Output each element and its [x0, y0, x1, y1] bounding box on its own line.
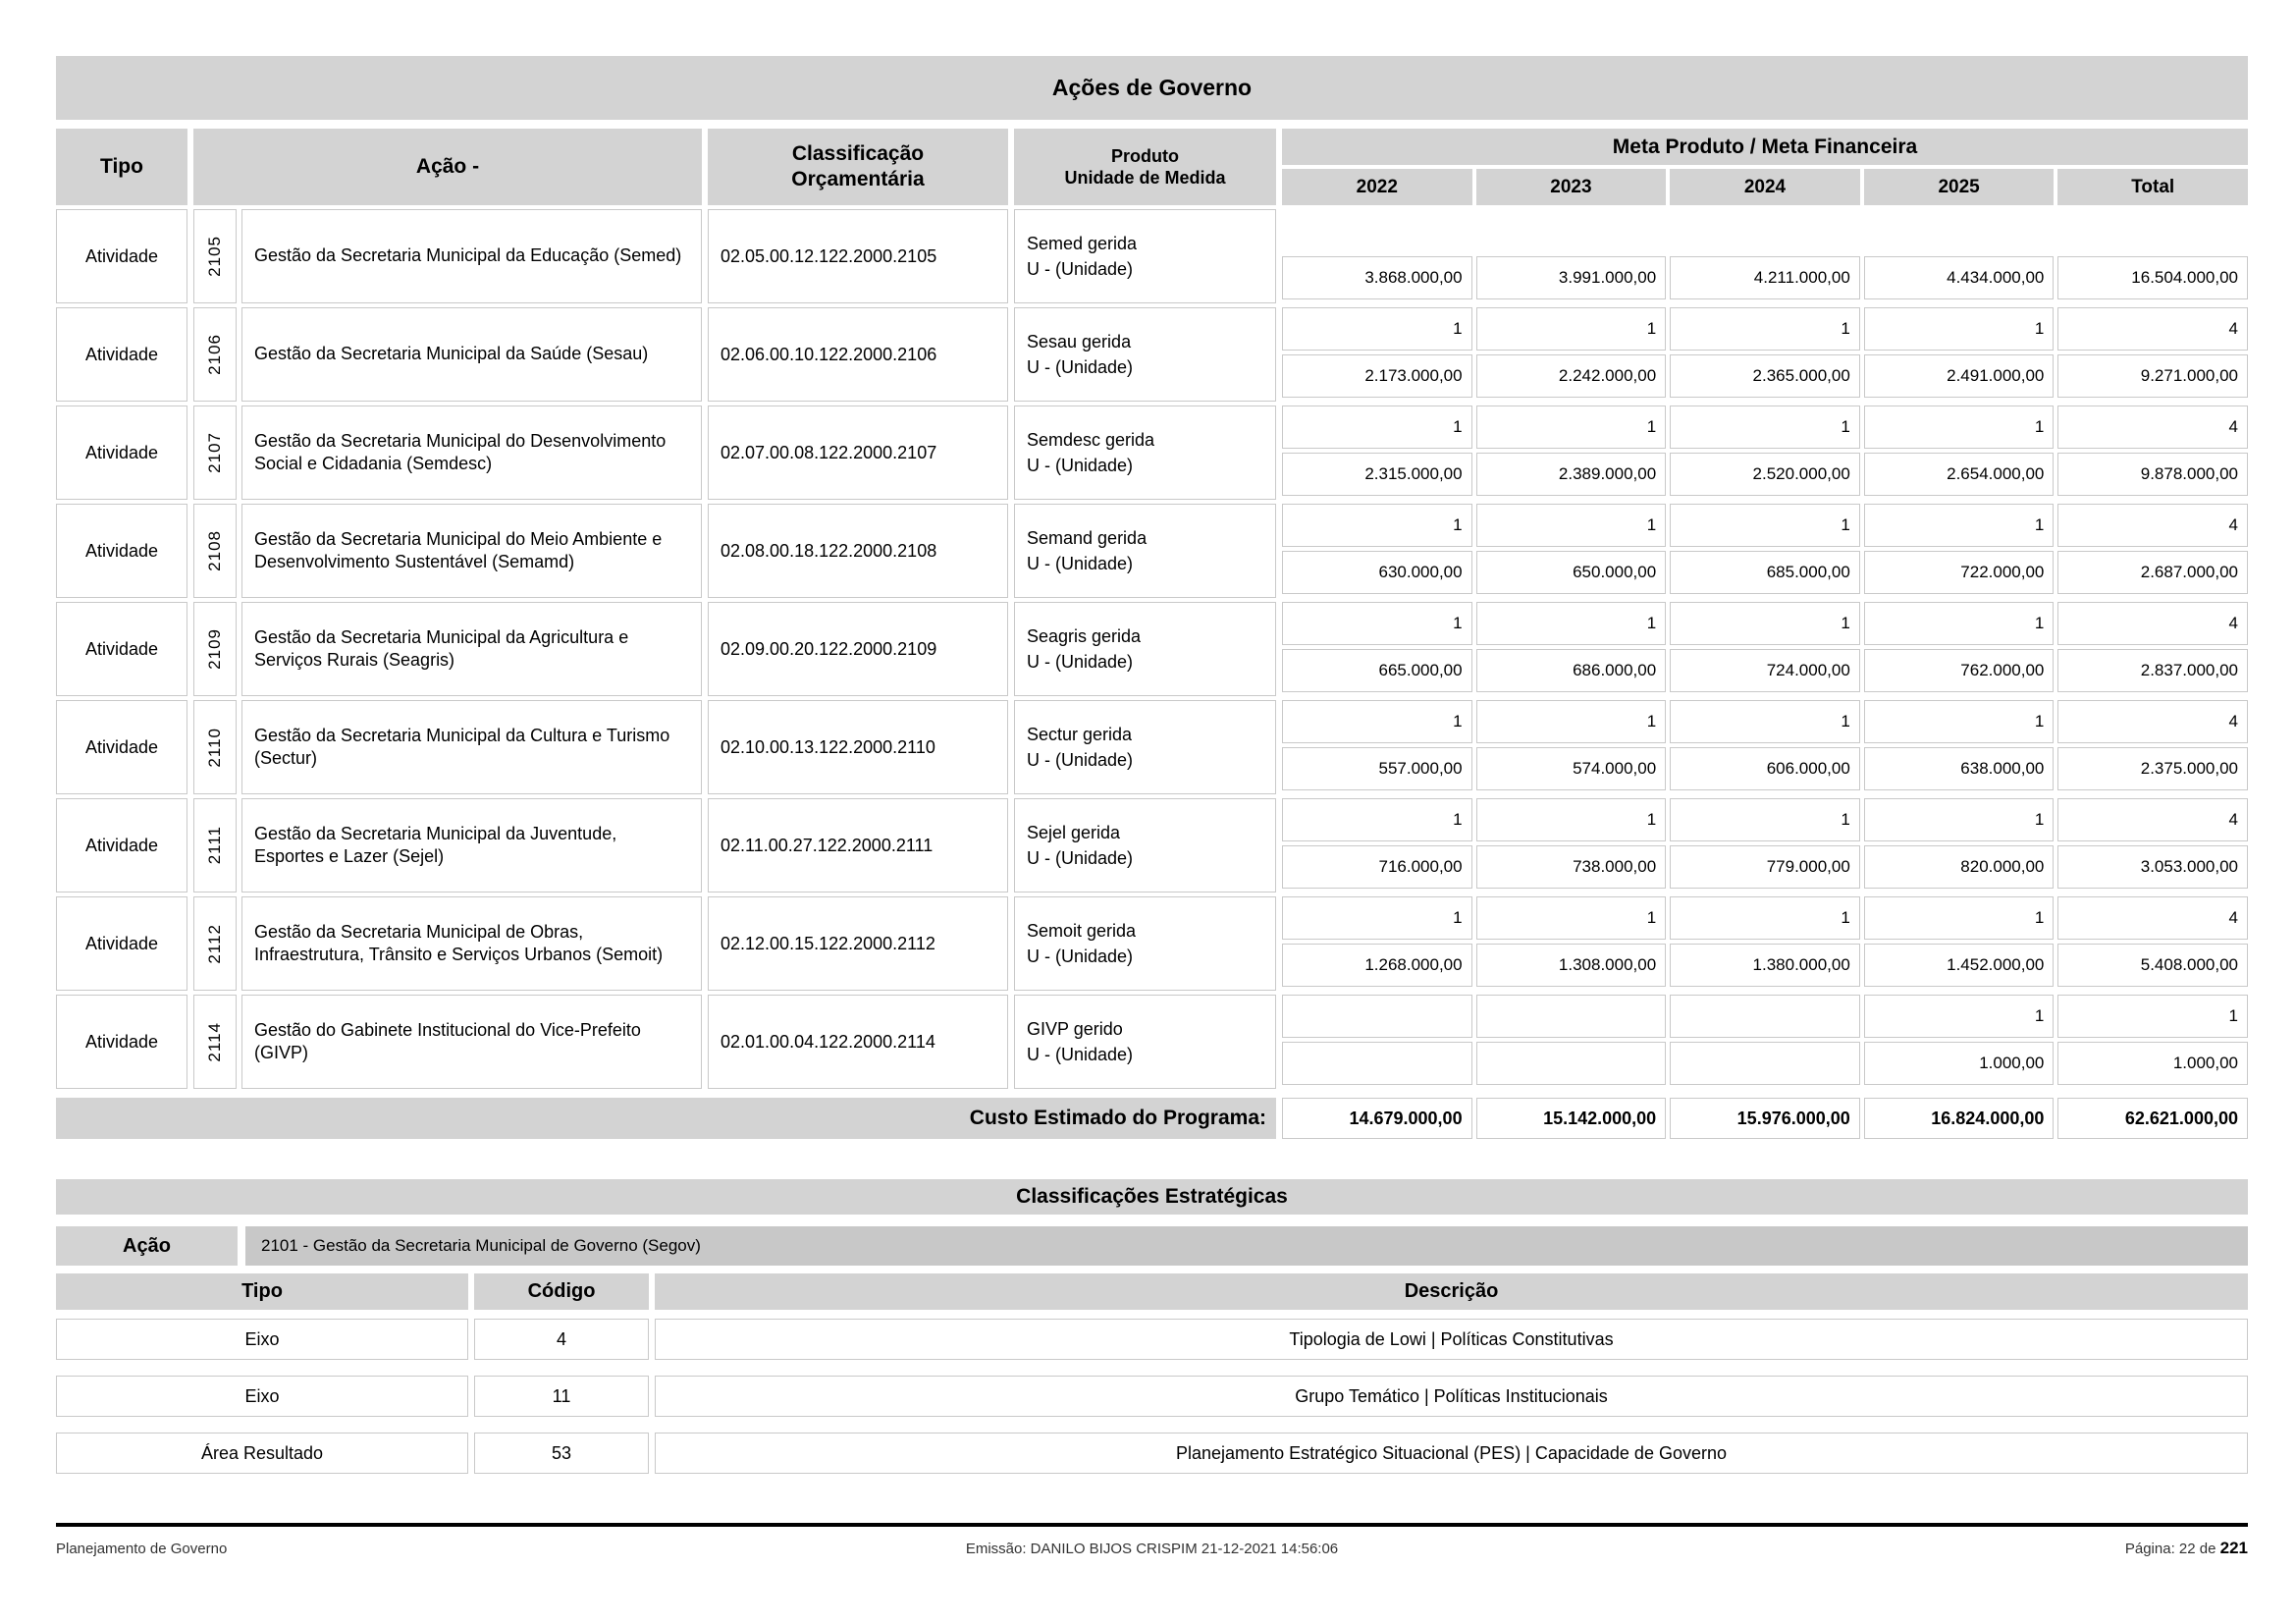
classificacao-codigo: 11	[474, 1376, 649, 1417]
row-acao-descricao: Gestão da Secretaria Municipal da Juventude, Esportes e Lazer (Sejel)	[241, 798, 702, 893]
meta-financeira-cell: 1.452.000,00	[1864, 944, 2055, 987]
row-unidade-medida: U - (Unidade)	[1027, 848, 1134, 868]
row-classificacao: 02.01.00.04.122.2000.2114	[708, 995, 1008, 1089]
actions-table-header	[56, 129, 2248, 205]
meta-produto-cell: 1	[1864, 602, 2055, 645]
meta-produto-cell: 1	[1670, 798, 1860, 841]
meta-produto-cell: 1	[1670, 602, 1860, 645]
row-unidade-medida: U - (Unidade)	[1027, 259, 1134, 279]
meta-financeira-cell: 4.434.000,00	[1864, 256, 2055, 299]
meta-produto-cell: 1	[1476, 307, 1667, 351]
row-produto	[1014, 406, 1276, 500]
meta-produto-cell: 1	[1282, 406, 1472, 449]
custo-estimado-cell: 16.824.000,00	[1864, 1098, 2055, 1139]
meta-produto-row	[1282, 896, 2248, 940]
meta-produto-cell: 1	[1670, 700, 1860, 743]
action-row	[56, 700, 2248, 794]
meta-produto-cell: 1	[1864, 896, 2055, 940]
meta-produto-cell: 1	[1864, 504, 2055, 547]
meta-produto-cell: 4	[2057, 307, 2248, 351]
col-header-year: 2024	[1670, 169, 1860, 205]
actions-table-body	[56, 209, 2248, 1089]
meta-financeira-cell: 1.000,00	[1864, 1042, 2055, 1085]
classificacao-descricao: Grupo Temático | Políticas Institucionais	[655, 1376, 2248, 1417]
row-codigo: 2108	[205, 530, 224, 571]
custo-estimado-cell: 62.621.000,00	[2057, 1098, 2248, 1139]
meta-financeira-cell: 9.271.000,00	[2057, 354, 2248, 398]
meta-financeira-cell: 3.053.000,00	[2057, 845, 2248, 889]
action-row	[56, 896, 2248, 991]
row-codigo-cell	[193, 504, 237, 598]
section-title-classificacoes-estrategicas: Classificações Estratégicas	[56, 1179, 2248, 1215]
col-header-year: Total	[2057, 169, 2248, 205]
row-acao-descricao: Gestão da Secretaria Municipal da Educação (Semed)	[241, 209, 702, 303]
row-codigo-cell	[193, 406, 237, 500]
row-codigo-cell	[193, 602, 237, 696]
row-produto-nome: Sejel gerida	[1027, 822, 1121, 842]
row-unidade-medida: U - (Unidade)	[1027, 357, 1134, 377]
meta-produto-row	[1282, 995, 2248, 1038]
col-header-classificacao-line2: Orçamentária	[791, 168, 925, 190]
meta-produto-cell: 1	[1476, 798, 1667, 841]
meta-financeira-cell: 2.520.000,00	[1670, 453, 1860, 496]
row-produto-nome: Semdesc gerida	[1027, 429, 1155, 450]
meta-financeira-cell: 722.000,00	[1864, 551, 2055, 594]
row-produto-nome: Sesau gerida	[1027, 331, 1132, 352]
meta-produto-cell: 1	[1282, 798, 1472, 841]
row-acao-group	[193, 700, 702, 794]
meta-financeira-cell: 1.268.000,00	[1282, 944, 1472, 987]
row-meta-group	[1282, 995, 2248, 1089]
row-acao-group	[193, 896, 702, 991]
meta-produto-cell: 4	[2057, 602, 2248, 645]
meta-financeira-cell: 5.408.000,00	[2057, 944, 2248, 987]
page-footer	[56, 1539, 2248, 1558]
meta-financeira-cell: 1.308.000,00	[1476, 944, 1667, 987]
row-acao-group	[193, 798, 702, 893]
classificacao-tipo: Eixo	[56, 1319, 468, 1360]
col-header-meta: Meta Produto / Meta Financeira	[1282, 129, 2248, 165]
row-codigo-cell	[193, 896, 237, 991]
row-produto-nome: Semoit gerida	[1027, 920, 1137, 941]
classificacoes-acao-row	[56, 1226, 2248, 1266]
meta-financeira-cell	[1282, 1042, 1472, 1085]
row-codigo: 2105	[205, 236, 224, 277]
meta-produto-cell	[1670, 209, 1860, 252]
meta-financeira-cell: 2.491.000,00	[1864, 354, 2055, 398]
meta-produto-row	[1282, 504, 2248, 547]
row-codigo: 2110	[205, 727, 224, 768]
col-header-codigo: Código	[474, 1273, 649, 1310]
row-meta-group	[1282, 307, 2248, 402]
action-row	[56, 798, 2248, 893]
row-produto	[1014, 504, 1276, 598]
row-codigo: 2107	[205, 432, 224, 473]
footer-emission-info: Emissão: DANILO BIJOS CRISPIM 21-12-2021 14:56:06	[965, 1541, 1339, 1557]
action-row	[56, 504, 2248, 598]
row-codigo-cell	[193, 209, 237, 303]
row-produto-nome: GIVP gerido	[1027, 1018, 1123, 1039]
meta-produto-row	[1282, 406, 2248, 449]
row-tipo: Atividade	[56, 995, 187, 1089]
meta-produto-cell: 1	[1476, 602, 1667, 645]
meta-financeira-cell: 716.000,00	[1282, 845, 1472, 889]
custo-estimado-cell: 15.976.000,00	[1670, 1098, 1860, 1139]
meta-produto-row	[1282, 307, 2248, 351]
meta-produto-row	[1282, 209, 2248, 252]
meta-financeira-cell	[1670, 1042, 1860, 1085]
meta-produto-cell: 1	[1282, 602, 1472, 645]
row-produto-nome: Seagris gerida	[1027, 625, 1142, 646]
row-meta-group	[1282, 504, 2248, 598]
meta-financeira-cell: 9.878.000,00	[2057, 453, 2248, 496]
custo-estimado-row	[56, 1098, 2248, 1139]
row-meta-group	[1282, 406, 2248, 500]
row-classificacao: 02.10.00.13.122.2000.2110	[708, 700, 1008, 794]
meta-financeira-cell: 2.837.000,00	[2057, 649, 2248, 692]
meta-produto-cell	[1864, 209, 2055, 252]
meta-produto-row	[1282, 798, 2248, 841]
action-row	[56, 602, 2248, 696]
action-row	[56, 209, 2248, 303]
row-acao-descricao: Gestão da Secretaria Municipal de Obras, Infraestrutura, Trânsito e Serviços Urbanos (Semoit)	[241, 896, 702, 991]
row-meta-group	[1282, 896, 2248, 991]
classificacao-codigo: 53	[474, 1433, 649, 1474]
footer-page-total: 221	[2219, 1539, 2248, 1557]
row-produto	[1014, 209, 1276, 303]
meta-financeira-cell: 650.000,00	[1476, 551, 1667, 594]
meta-financeira-cell: 630.000,00	[1282, 551, 1472, 594]
report-page	[56, 56, 2248, 1489]
meta-financeira-cell: 2.389.000,00	[1476, 453, 1667, 496]
row-acao-group	[193, 406, 702, 500]
row-codigo: 2111	[205, 826, 224, 865]
meta-produto-cell: 1	[1282, 700, 1472, 743]
row-meta-group	[1282, 700, 2248, 794]
row-tipo: Atividade	[56, 602, 187, 696]
meta-financeira-cell: 2.375.000,00	[2057, 747, 2248, 790]
classificacao-tipo: Área Resultado	[56, 1433, 468, 1474]
row-meta-group	[1282, 209, 2248, 303]
row-acao-descricao: Gestão da Secretaria Municipal do Desenvolvimento Social e Cidadania (Semdesc)	[241, 406, 702, 500]
meta-financeira-cell: 2.242.000,00	[1476, 354, 1667, 398]
meta-produto-row	[1282, 602, 2248, 645]
row-classificacao: 02.12.00.15.122.2000.2112	[708, 896, 1008, 991]
meta-financeira-cell: 606.000,00	[1670, 747, 1860, 790]
meta-financeira-cell: 2.173.000,00	[1282, 354, 1472, 398]
row-unidade-medida: U - (Unidade)	[1027, 456, 1134, 475]
col-header-tipo2: Tipo	[56, 1273, 468, 1310]
row-acao-group	[193, 995, 702, 1089]
row-tipo: Atividade	[56, 406, 187, 500]
row-unidade-medida: U - (Unidade)	[1027, 1045, 1134, 1064]
row-codigo: 2112	[205, 923, 224, 964]
meta-financeira-row	[1282, 649, 2248, 692]
classificacoes-acao-label: Ação	[56, 1226, 238, 1266]
row-unidade-medida: U - (Unidade)	[1027, 947, 1134, 966]
classificacao-descricao: Tipologia de Lowi | Políticas Constitutivas	[655, 1319, 2248, 1360]
meta-financeira-cell: 16.504.000,00	[2057, 256, 2248, 299]
row-acao-descricao: Gestão da Secretaria Municipal da Saúde (Sesau)	[241, 307, 702, 402]
action-row	[56, 406, 2248, 500]
col-header-descricao: Descrição	[655, 1273, 2248, 1310]
meta-financeira-cell: 724.000,00	[1670, 649, 1860, 692]
row-acao-descricao: Gestão da Secretaria Municipal da Agricultura e Serviços Rurais (Seagris)	[241, 602, 702, 696]
meta-produto-cell: 1	[1282, 307, 1472, 351]
row-meta-group	[1282, 602, 2248, 696]
row-acao-descricao: Gestão da Secretaria Municipal da Cultura e Turismo (Sectur)	[241, 700, 702, 794]
row-unidade-medida: U - (Unidade)	[1027, 554, 1134, 573]
meta-produto-cell: 1	[1670, 307, 1860, 351]
col-header-classificacao	[708, 129, 1008, 205]
row-tipo: Atividade	[56, 209, 187, 303]
footer-divider	[56, 1523, 2248, 1527]
meta-financeira-row	[1282, 551, 2248, 594]
meta-financeira-row	[1282, 256, 2248, 299]
custo-estimado-values	[1282, 1098, 2248, 1139]
row-codigo: 2114	[205, 1021, 224, 1062]
meta-financeira-cell: 3.868.000,00	[1282, 256, 1472, 299]
col-header-classificacao-line1: Classificação	[791, 141, 925, 165]
meta-produto-cell	[1476, 995, 1667, 1038]
meta-financeira-cell: 557.000,00	[1282, 747, 1472, 790]
row-classificacao: 02.08.00.18.122.2000.2108	[708, 504, 1008, 598]
meta-financeira-cell: 2.687.000,00	[2057, 551, 2248, 594]
custo-estimado-label: Custo Estimado do Programa:	[56, 1098, 1276, 1139]
meta-produto-cell: 4	[2057, 504, 2248, 547]
row-tipo: Atividade	[56, 307, 187, 402]
row-acao-group	[193, 209, 702, 303]
section-title-acoes-de-governo	[56, 56, 2248, 120]
col-header-year: 2025	[1864, 169, 2055, 205]
meta-produto-cell: 1	[1864, 406, 2055, 449]
row-classificacao: 02.06.00.10.122.2000.2106	[708, 307, 1008, 402]
meta-produto-cell: 1	[1670, 896, 1860, 940]
col-header-produto-line2: Unidade de Medida	[1064, 168, 1226, 188]
row-acao-group	[193, 307, 702, 402]
classificacoes-table-body	[56, 1319, 2248, 1474]
meta-produto-cell: 4	[2057, 700, 2248, 743]
meta-produto-cell: 1	[1476, 896, 1667, 940]
row-acao-descricao: Gestão do Gabinete Institucional do Vice-Prefeito (GIVP)	[241, 995, 702, 1089]
classificacao-tipo: Eixo	[56, 1376, 468, 1417]
meta-produto-cell: 1	[1282, 896, 1472, 940]
row-classificacao: 02.07.00.08.122.2000.2107	[708, 406, 1008, 500]
col-header-produto-line1: Produto	[1111, 145, 1179, 166]
action-row	[56, 995, 2248, 1089]
meta-produto-cell	[1282, 209, 1472, 252]
row-classificacao: 02.05.00.12.122.2000.2105	[708, 209, 1008, 303]
meta-produto-cell	[2057, 209, 2248, 252]
meta-financeira-row	[1282, 354, 2248, 398]
classificacao-descricao: Planejamento Estratégico Situacional (PES) | Capacidade de Governo	[655, 1433, 2248, 1474]
meta-financeira-cell: 3.991.000,00	[1476, 256, 1667, 299]
meta-produto-cell	[1670, 995, 1860, 1038]
row-produto	[1014, 896, 1276, 991]
row-tipo: Atividade	[56, 798, 187, 893]
footer-page-indicator	[2125, 1539, 2248, 1558]
meta-financeira-cell: 574.000,00	[1476, 747, 1667, 790]
row-produto	[1014, 995, 1276, 1089]
row-codigo-cell	[193, 798, 237, 893]
action-row	[56, 307, 2248, 402]
classificacoes-table-header	[56, 1273, 2248, 1310]
meta-produto-cell	[1282, 995, 1472, 1038]
row-classificacao: 02.11.00.27.122.2000.2111	[708, 798, 1008, 893]
year-header-row	[1282, 169, 2248, 205]
col-header-tipo: Tipo	[56, 129, 187, 205]
meta-financeira-row	[1282, 1042, 2248, 1085]
meta-financeira-cell: 1.000,00	[2057, 1042, 2248, 1085]
col-header-acao: Ação -	[193, 129, 702, 205]
meta-financeira-cell: 665.000,00	[1282, 649, 1472, 692]
row-acao-group	[193, 602, 702, 696]
row-unidade-medida: U - (Unidade)	[1027, 750, 1134, 770]
meta-produto-cell: 1	[1282, 504, 1472, 547]
meta-produto-cell	[1476, 209, 1667, 252]
row-produto-nome: Semed gerida	[1027, 233, 1138, 253]
meta-financeira-cell: 686.000,00	[1476, 649, 1667, 692]
meta-financeira-cell: 4.211.000,00	[1670, 256, 1860, 299]
row-produto-nome: Sectur gerida	[1027, 724, 1133, 744]
footer-page-prefix: Página: 22 de	[2124, 1541, 2220, 1557]
row-tipo: Atividade	[56, 700, 187, 794]
meta-produto-cell: 1	[1670, 504, 1860, 547]
meta-produto-cell: 1	[1864, 798, 2055, 841]
row-produto	[1014, 307, 1276, 402]
meta-financeira-cell: 820.000,00	[1864, 845, 2055, 889]
page-title: Ações de Governo	[1051, 75, 1253, 100]
row-acao-group	[193, 504, 702, 598]
meta-produto-cell: 1	[1670, 406, 1860, 449]
meta-financeira-cell: 2.365.000,00	[1670, 354, 1860, 398]
meta-produto-cell: 1	[2057, 995, 2248, 1038]
classificacao-row	[56, 1376, 2248, 1417]
custo-estimado-cell: 14.679.000,00	[1282, 1098, 1472, 1139]
meta-produto-cell: 1	[1864, 700, 2055, 743]
classificacao-row	[56, 1319, 2248, 1360]
row-codigo-cell	[193, 307, 237, 402]
row-classificacao: 02.09.00.20.122.2000.2109	[708, 602, 1008, 696]
row-produto	[1014, 700, 1276, 794]
classificacoes-acao-value: 2101 - Gestão da Secretaria Municipal de Governo (Segov)	[245, 1226, 2248, 1266]
meta-financeira-cell	[1476, 1042, 1667, 1085]
meta-financeira-cell: 779.000,00	[1670, 845, 1860, 889]
row-codigo: 2106	[205, 334, 224, 375]
meta-produto-cell: 4	[2057, 896, 2248, 940]
row-produto-nome: Semand gerida	[1027, 527, 1148, 548]
custo-estimado-cell: 15.142.000,00	[1476, 1098, 1667, 1139]
meta-produto-row	[1282, 700, 2248, 743]
col-header-meta-group	[1282, 129, 2248, 205]
meta-financeira-cell: 1.380.000,00	[1670, 944, 1860, 987]
row-codigo-cell	[193, 995, 237, 1089]
row-acao-descricao: Gestão da Secretaria Municipal do Meio Ambiente e Desenvolvimento Sustentável (Semamd)	[241, 504, 702, 598]
row-produto	[1014, 602, 1276, 696]
classificacao-row	[56, 1433, 2248, 1474]
col-header-year: 2022	[1282, 169, 1472, 205]
meta-produto-cell: 4	[2057, 406, 2248, 449]
meta-produto-cell: 1	[1476, 700, 1667, 743]
meta-produto-cell: 1	[1476, 406, 1667, 449]
meta-produto-cell: 1	[1864, 995, 2055, 1038]
meta-produto-cell: 1	[1476, 504, 1667, 547]
meta-produto-cell: 1	[1864, 307, 2055, 351]
col-header-produto	[1014, 129, 1276, 205]
row-produto	[1014, 798, 1276, 893]
row-tipo: Atividade	[56, 896, 187, 991]
row-codigo-cell	[193, 700, 237, 794]
meta-financeira-row	[1282, 944, 2248, 987]
row-tipo: Atividade	[56, 504, 187, 598]
meta-financeira-row	[1282, 453, 2248, 496]
meta-financeira-cell: 685.000,00	[1670, 551, 1860, 594]
meta-financeira-cell: 2.654.000,00	[1864, 453, 2055, 496]
meta-financeira-cell: 638.000,00	[1864, 747, 2055, 790]
row-codigo: 2109	[205, 628, 224, 670]
meta-produto-cell: 4	[2057, 798, 2248, 841]
classificacao-codigo: 4	[474, 1319, 649, 1360]
row-meta-group	[1282, 798, 2248, 893]
meta-financeira-cell: 738.000,00	[1476, 845, 1667, 889]
meta-financeira-row	[1282, 747, 2248, 790]
row-unidade-medida: U - (Unidade)	[1027, 652, 1134, 672]
footer-document-name: Planejamento de Governo	[56, 1541, 228, 1557]
meta-financeira-row	[1282, 845, 2248, 889]
col-header-year: 2023	[1476, 169, 1667, 205]
meta-financeira-cell: 2.315.000,00	[1282, 453, 1472, 496]
meta-financeira-cell: 762.000,00	[1864, 649, 2055, 692]
